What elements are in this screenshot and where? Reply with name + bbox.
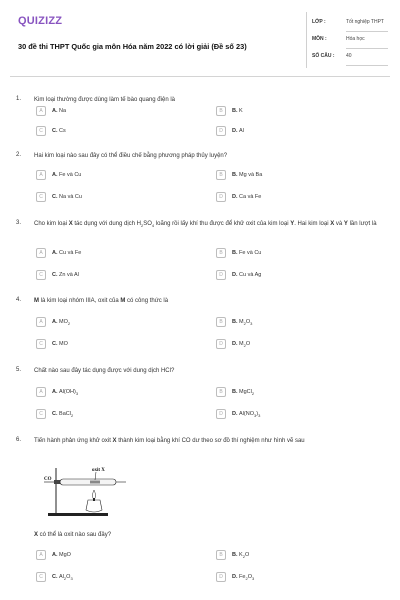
meta-row-count (302, 50, 392, 67)
meta-value: 40 (346, 53, 352, 59)
question-number: 6. (16, 437, 22, 443)
option-letter-box: A (36, 106, 46, 116)
meta-line (346, 48, 388, 49)
question-text: Hai kim loại nào sau đây có thể điều chế bằng phương pháp thủy luyện? (34, 153, 228, 159)
option-letter-box: C (36, 339, 46, 349)
question-text: Cho kim loại X tác dụng với dung dịch $H_2SO_4$ loãng rồi lấy khí thu được để khử oxit của kim loại Y. Hai kim loại X và Y lần lượt là (34, 221, 377, 229)
option-text: C. BaCl$_2$ (52, 411, 74, 419)
option-text: B. Mg và Ba (232, 172, 263, 178)
option-letter-box: A (36, 170, 46, 180)
option-text: A. $Al(OH)_3$ (52, 389, 79, 397)
option-text: D. $M_2O$ (232, 341, 251, 349)
option-letter-box: B (216, 387, 226, 397)
option-letter-box: A (36, 550, 46, 560)
option-text: A. $MO_2$ (52, 319, 71, 327)
option-text: D. $Fe_2O_3$ (232, 574, 255, 582)
option-letter-box: C (36, 126, 46, 136)
worksheet-header (10, 10, 390, 72)
meta-row-class (302, 16, 392, 33)
meta-value: Hóa học (346, 36, 365, 42)
question-number: 2. (16, 152, 22, 158)
option-text: C. Cs (52, 128, 66, 134)
logo-text: QUIZIZZ (18, 15, 63, 27)
option-letter-box: A (36, 387, 46, 397)
option-text: A. MgO (52, 552, 71, 558)
oxit-label: oxit X (92, 468, 105, 473)
question-text: Kim loại thường được dùng làm tế bào quang điện là (34, 97, 175, 103)
meta-label: MÔN : (312, 36, 327, 42)
option-letter-box: A (36, 317, 46, 327)
option-letter-box: D (216, 409, 226, 419)
lamp-wick (93, 498, 95, 501)
question-6-follow: X có thể là oxit nào sau đây? (34, 532, 112, 538)
tube (60, 479, 116, 485)
question-number: 3. (16, 220, 22, 226)
option-text: D. Al (232, 128, 244, 134)
option-letter-box: D (216, 339, 226, 349)
oxide-sample (90, 481, 100, 484)
option-text: B. $M_2O_3$ (232, 319, 253, 327)
option-letter-box: B (216, 106, 226, 116)
meta-line (346, 65, 388, 66)
option-letter-box: B (216, 248, 226, 258)
meta-panel (302, 16, 392, 67)
page-title: 30 đề thi THPT Quốc gia môn Hóa năm 2022 có lời giải (Đề số 23) (18, 42, 247, 51)
question-text: M là kim loại nhóm IIIA, oxit của M có công thức là (34, 298, 169, 304)
burner-lamp (86, 500, 102, 512)
option-text: A. Na (52, 108, 67, 114)
meta-value: Tốt nghiệp THPT (346, 19, 384, 25)
option-letter-box: A (36, 248, 46, 258)
option-text: C. Zn và Al (52, 272, 79, 278)
option-text: B. Fe và Cu (232, 250, 262, 256)
meta-line (346, 31, 388, 32)
option-letter-box: D (216, 270, 226, 280)
option-letter-box: B (216, 317, 226, 327)
option-letter-box: C (36, 192, 46, 202)
option-letter-box: B (216, 170, 226, 180)
option-letter-box: C (36, 409, 46, 419)
option-text: B. $K_2O$ (232, 552, 250, 560)
question-number: 4. (16, 297, 22, 303)
option-text: C. MO (52, 341, 68, 347)
question-text: Tiến hành phản ứng khử oxit X thành kim loại bằng khí CO dư theo sơ đồ thí nghiệm như hình vẽ sau (34, 438, 305, 444)
option-letter-box: B (216, 550, 226, 560)
header-rule (10, 76, 390, 77)
experiment-diagram (42, 462, 132, 520)
stand-base (48, 513, 108, 516)
option-letter-box: D (216, 572, 226, 582)
option-letter-box: D (216, 192, 226, 202)
option-letter-box: D (216, 126, 226, 136)
option-letter-box: C (36, 270, 46, 280)
question-number: 1. (16, 96, 22, 102)
option-text: B. K (232, 108, 243, 114)
question-number: 5. (16, 367, 22, 373)
meta-label: SỐ CÂU : (312, 53, 335, 59)
meta-row-subject (302, 33, 392, 50)
quizizz-logo (18, 15, 62, 27)
option-letter-box: C (36, 572, 46, 582)
question-text: Chất nào sau đây tác dụng được với dung dịch HCl? (34, 368, 175, 374)
option-text: A. Cu và Fe (52, 250, 82, 256)
option-text: C. Na và Cu (52, 194, 82, 200)
meta-label: LỚP : (312, 19, 326, 25)
option-text: D. $Al(NO_3)_3$ (232, 411, 261, 419)
option-text: D. Cu và Ag (232, 272, 262, 278)
option-text: B. MgCl$_2$ (232, 389, 255, 397)
option-text: D. Ca và Fe (232, 194, 262, 200)
option-text: C. $Al_2O_3$ (52, 574, 73, 582)
co-label: CO (44, 477, 52, 482)
option-text: A. Fe và Cu (52, 172, 82, 178)
